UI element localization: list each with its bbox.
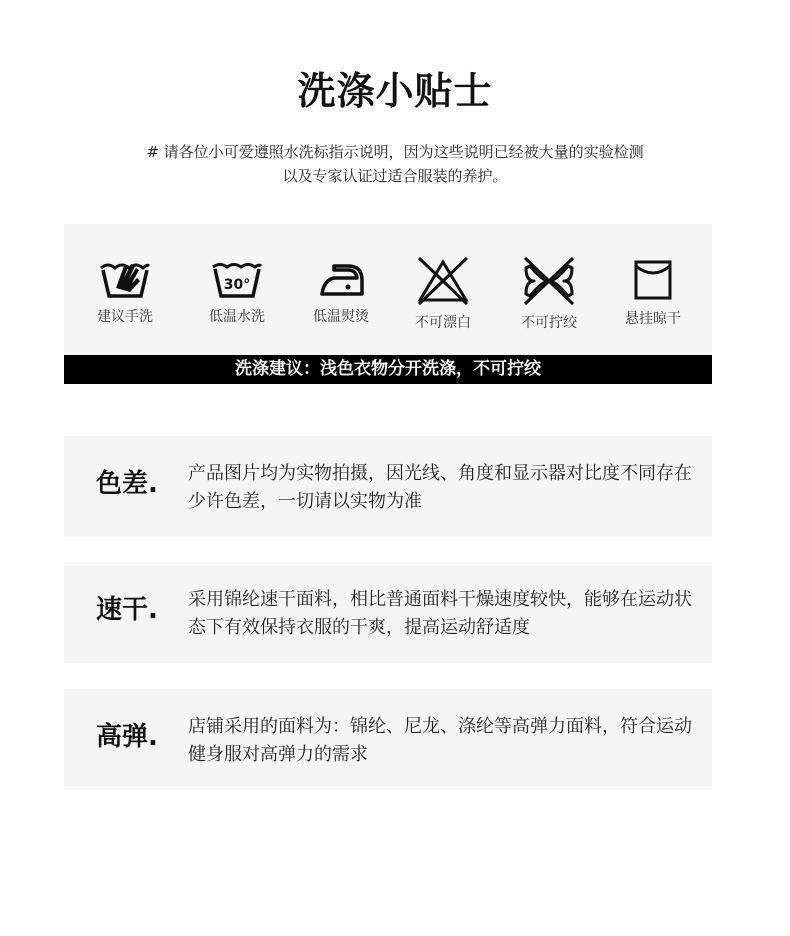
care-symbols-panel (64, 224, 712, 384)
care-item-hand-wash (70, 256, 180, 326)
wash-30-icon (210, 256, 264, 300)
hang-dry-icon (626, 256, 680, 302)
no-wring-icon (522, 256, 576, 306)
feature-heading: 色差. (96, 469, 158, 499)
care-item-iron (286, 256, 396, 326)
care-label: 建议手洗 (97, 309, 153, 325)
care-item-no-wring (494, 256, 604, 332)
care-label: 低温水洗 (209, 309, 265, 325)
care-label: 低温熨烫 (313, 309, 369, 325)
care-label: 不可漂白 (415, 315, 471, 331)
care-icons-row (64, 256, 712, 336)
intro-text (95, 140, 695, 188)
care-item-no-bleach (388, 256, 498, 332)
no-bleach-icon (416, 256, 470, 306)
hand-wash-icon (98, 256, 152, 300)
feature-text: 产品图片均为实物拍摄，因光线、角度和显示器对比度不同存在少许色差，一切请以实物为准 (188, 463, 692, 512)
feature-color-difference (64, 436, 712, 537)
care-item-wash-30 (182, 256, 292, 326)
care-label: 不可拧绞 (521, 315, 577, 331)
iron-icon (314, 256, 368, 300)
feature-text: 店铺采用的面料为：锦纶、尼龙、涤纶等高弹力面料，符合运动健身服对高弹力的需求 (188, 716, 692, 765)
care-label: 悬挂晾干 (625, 311, 681, 327)
page-title: 洗涤小贴士 (297, 69, 493, 113)
intro-line-1: # 请各位小可爱遵照水洗标指示说明，因为这些说明已经被大量的实验检测 (146, 143, 644, 161)
care-item-hang-dry (598, 256, 708, 328)
feature-heading: 速干. (96, 595, 158, 625)
wash-advice-bar: 洗涤建议：浅色衣物分开洗涤，不可拧绞 (64, 355, 712, 384)
intro-line-2: 以及专家认证过适合服装的养护。 (282, 167, 508, 185)
feature-high-elasticity (64, 689, 712, 790)
feature-heading: 高弹. (96, 722, 158, 752)
feature-quick-dry (64, 562, 712, 663)
wash-temperature: 30° (223, 277, 251, 293)
feature-text: 采用锦纶速干面料，相比普通面料干燥速度较快，能够在运动状态下有效保持衣服的干爽，提高运动舒适度 (188, 589, 692, 638)
